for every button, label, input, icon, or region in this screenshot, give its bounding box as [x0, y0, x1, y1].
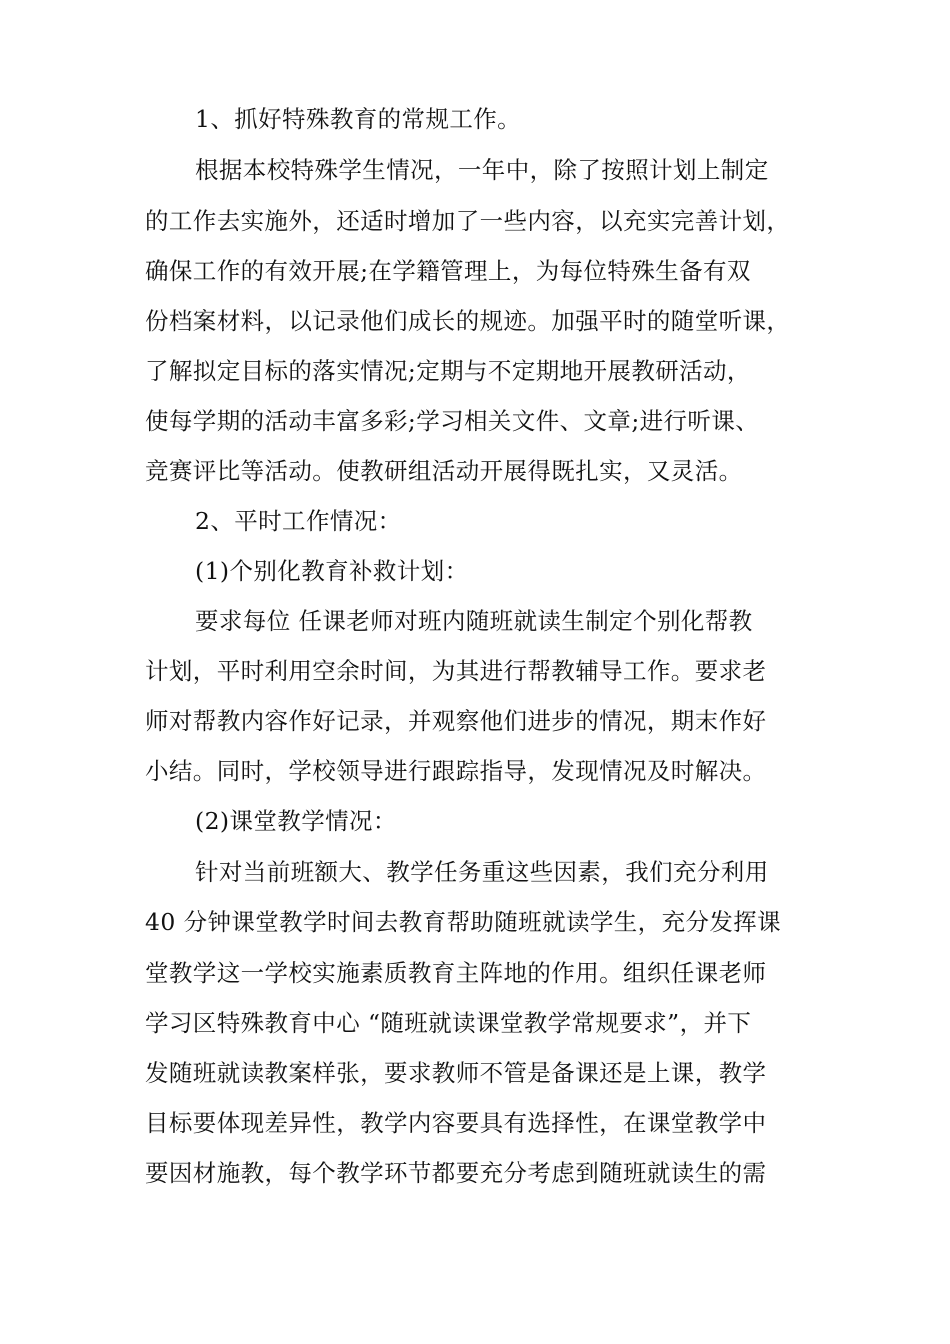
paragraph-line: 学习区特殊教育中心 “随班就读课堂教学常规要求”，并下	[145, 1009, 752, 1037]
paragraph-line: 发随班就读教案样张，要求教师不管是备课还是上课，教学	[145, 1059, 767, 1087]
paragraph-line: 份档案材料，以记录他们成长的规迹。加强平时的随堂听课，	[145, 307, 791, 335]
paragraph-line: 小结。同时，学校领导进行跟踪指导，发现情况及时解决。	[145, 757, 767, 785]
section-heading: 2、平时工作情况：	[195, 507, 402, 535]
paragraph-line: 针对当前班额大、教学任务重这些因素，我们充分利用	[195, 858, 769, 886]
paragraph-line: 堂教学这一学校实施素质教育主阵地的作用。组织任课老师	[145, 959, 767, 987]
subsection-heading: (2)课堂教学情况：	[195, 807, 397, 835]
paragraph-line: 了解拟定目标的落实情况;定期与不定期地开展教研活动，	[145, 357, 751, 385]
paragraph-line: 计划，平时利用空余时间，为其进行帮教辅导工作。要求老	[145, 657, 767, 685]
paragraph-line: 根据本校特殊学生情况，一年中，除了按照计划上制定	[195, 156, 769, 184]
paragraph-line: 目标要体现差异性，教学内容要具有选择性，在课堂教学中	[145, 1109, 767, 1137]
paragraph-line: 40 分钟课堂教学时间去教育帮助随班就读学生，充分发挥课	[145, 908, 782, 936]
section-heading: 1、抓好特殊教育的常规工作。	[195, 105, 522, 133]
subsection-heading: (1)个别化教育补救计划：	[195, 557, 469, 585]
paragraph-line: 要求每位 任课老师对班内随班就读生制定个别化帮教	[195, 607, 753, 635]
paragraph-line: 竞赛评比等活动。使教研组活动开展得既扎实，又灵活。	[145, 457, 743, 485]
paragraph-line: 使每学期的活动丰富多彩;学习相关文件、文章;进行听课、	[145, 407, 760, 435]
paragraph-line: 确保工作的有效开展;在学籍管理上，为每位特殊生备有双	[145, 257, 751, 285]
paragraph-line: 师对帮教内容作好记录，并观察他们进步的情况，期末作好	[145, 707, 767, 735]
paragraph-line: 的工作去实施外，还适时增加了一些内容，以充实完善计划，	[145, 207, 791, 235]
paragraph-line: 要因材施教，每个教学环节都要充分考虑到随班就读生的需	[145, 1159, 767, 1187]
